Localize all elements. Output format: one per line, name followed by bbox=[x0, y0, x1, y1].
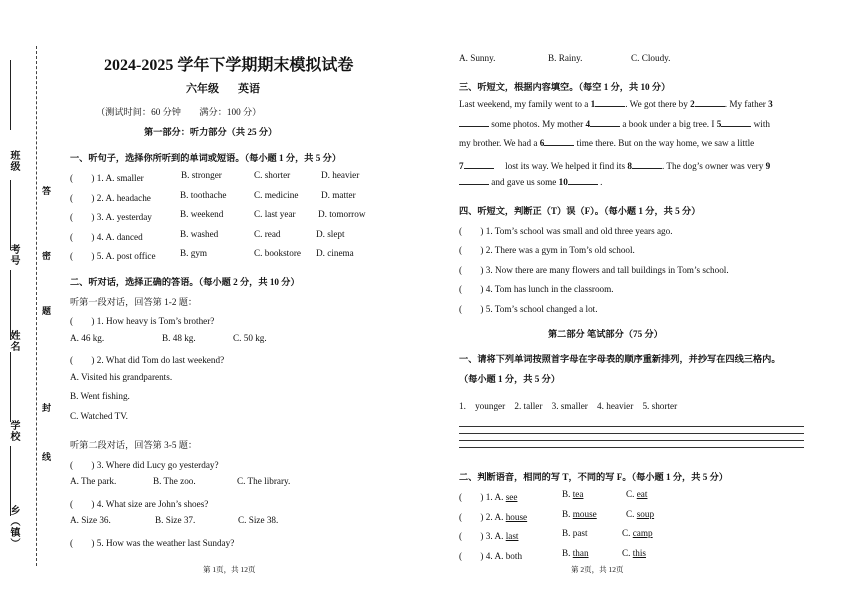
question-option: ( ) 1. A. smaller bbox=[70, 173, 144, 183]
question-option: ( ) 5. A. post office bbox=[70, 251, 156, 261]
cloze-line: my brother. We had a 6 time there. But on the way home, we saw a little bbox=[459, 138, 755, 148]
question-text: ( ) 3. Where did Lucy go yesterday? bbox=[70, 460, 219, 470]
option: B. Rainy. bbox=[548, 53, 583, 63]
question-option: C. medicine bbox=[254, 190, 299, 200]
seal-char: 线 bbox=[42, 452, 52, 462]
subject-label: 英语 bbox=[238, 83, 260, 95]
question-text: ( ) 2. What did Tom do last weekend? bbox=[70, 355, 225, 365]
seal-char: 密 bbox=[42, 251, 52, 261]
question-text: ( ) 5. How was the weather last Sunday? bbox=[70, 538, 235, 548]
class-field-line bbox=[10, 60, 11, 130]
class-label: 班级 bbox=[8, 150, 19, 172]
question-option: B. stronger bbox=[181, 170, 222, 180]
question-option: ( ) 4. A. danced bbox=[70, 232, 143, 242]
question-option: C. read bbox=[254, 229, 281, 239]
question-option: B. gym bbox=[180, 248, 208, 258]
section4-heading: 四、听短文，判断正（T）误（F）。（每小题 1 分，共 5 分） bbox=[459, 206, 701, 216]
option: B. 48 kg. bbox=[162, 333, 196, 343]
option: A. Size 36. bbox=[70, 515, 111, 525]
town-label: 乡（镇） bbox=[8, 505, 19, 549]
name-label: 姓名 bbox=[8, 330, 19, 352]
part2-heading: 第二部分 笔试部分（75 分） bbox=[548, 329, 663, 339]
option: A. The park. bbox=[70, 476, 117, 486]
cloze-line: and gave us some 10 . bbox=[459, 177, 602, 187]
seal-char: 答 bbox=[42, 186, 52, 196]
option: C. Cloudy. bbox=[631, 53, 671, 63]
option: B. The zoo. bbox=[153, 476, 196, 486]
question-option: D. slept bbox=[316, 229, 345, 239]
option: B. Size 37. bbox=[155, 515, 196, 525]
exam-title: 2024-2025 学年下学期期末模拟试卷 bbox=[104, 57, 354, 74]
question-text: ( ) 1. How heavy is Tom’s brother? bbox=[70, 316, 215, 326]
section3-heading: 三、听短文，根据内容填空。（每空 1 分，共 10 分） bbox=[459, 82, 671, 92]
question-option: C. last year bbox=[254, 209, 296, 219]
question-option: B. weekend bbox=[180, 209, 224, 219]
word-list: 1. younger 2. taller 3. smaller 4. heavier 5. shorter bbox=[459, 401, 678, 411]
tf-item: ( ) 4. Tom has lunch in the classroom. bbox=[459, 284, 614, 294]
cloze-line: some photos. My mother 4 a book under a big tree. I 5 with bbox=[459, 119, 770, 129]
school-label: 学校 bbox=[8, 420, 19, 442]
grade-label: 六年级 bbox=[186, 83, 219, 95]
tf-item: ( ) 2. There was a gym in Tom’s old school. bbox=[459, 245, 635, 255]
tf-item: ( ) 1. Tom’s school was small and old three years ago. bbox=[459, 226, 673, 236]
tf-item: ( ) 3. Now there are many flowers and tall buildings in Tom’s school. bbox=[459, 265, 729, 275]
tf-item: ( ) 5. Tom’s school changed a lot. bbox=[459, 304, 598, 314]
section1-heading: 一、听句子，选择你所听到的单词或短语。（每小题 1 分，共 5 分） bbox=[70, 153, 342, 163]
cloze-line: Last weekend, my family went to a 1 . We got there by 2 . My father 3 bbox=[459, 99, 773, 109]
writing1-heading-score: （每小题 1 分，共 5 分） bbox=[459, 374, 561, 384]
question-option: D. heavier bbox=[321, 170, 360, 180]
question-option: D. tomorrow bbox=[318, 209, 366, 219]
question-option: D. matter bbox=[321, 190, 356, 200]
option: C. Size 38. bbox=[238, 515, 279, 525]
writing1-heading: 一、请将下列单词按照首字母在字母表的顺序重新排列，并抄写在四线三格内。 bbox=[459, 354, 781, 364]
exam-number-label: 考号 bbox=[8, 244, 19, 266]
dialogue-intro: 听第一段对话，回答第 1-2 题： bbox=[70, 297, 198, 307]
seal-char: 题 bbox=[42, 306, 52, 316]
exam-info: （测试时间：60 分钟 满分：100 分） bbox=[96, 107, 262, 117]
question-option: C. shorter bbox=[254, 170, 291, 180]
page-footer: 第 1页，共 12页 bbox=[203, 565, 256, 574]
option: C. The library. bbox=[237, 476, 291, 486]
page-footer: 第 2页，共 12页 bbox=[571, 565, 624, 574]
question-option: D. cinema bbox=[316, 248, 354, 258]
binding-margin bbox=[0, 0, 62, 607]
question-option: ( ) 3. A. yesterday bbox=[70, 212, 152, 222]
section2-heading: 二、听对话，选择正确的答语。（每小题 2 分，共 10 分） bbox=[70, 277, 300, 287]
question-option: C. bookstore bbox=[254, 248, 301, 258]
question-option: B. toothache bbox=[180, 190, 227, 200]
exam-number-field-line bbox=[10, 180, 11, 250]
option: A. 46 kg. bbox=[70, 333, 105, 343]
option: C. 50 kg. bbox=[233, 333, 267, 343]
option: B. Went fishing. bbox=[70, 391, 130, 401]
question-text: ( ) 4. What size are John’s shoes? bbox=[70, 499, 209, 509]
part1-heading: 第一部分：听力部分（共 25 分） bbox=[144, 127, 278, 137]
seal-char: 封 bbox=[42, 403, 52, 413]
dialogue-intro: 听第二段对话，回答第 3-5 题： bbox=[70, 440, 198, 450]
school-field-line bbox=[10, 352, 11, 422]
option: A. Visited his grandparents. bbox=[70, 372, 173, 382]
option: C. Watched TV. bbox=[70, 411, 128, 421]
writing2-heading: 二、判断语音，相同的写 T，不同的写 F。（每小题 1 分，共 5 分） bbox=[459, 472, 728, 482]
cloze-line: 7 lost its way. We helped it find its 8 . The dog’s owner was very 9 bbox=[459, 161, 771, 171]
question-option: B. washed bbox=[180, 229, 219, 239]
question-option: ( ) 2. A. headache bbox=[70, 193, 151, 203]
seal-line bbox=[36, 46, 37, 566]
option: A. Sunny. bbox=[459, 53, 496, 63]
